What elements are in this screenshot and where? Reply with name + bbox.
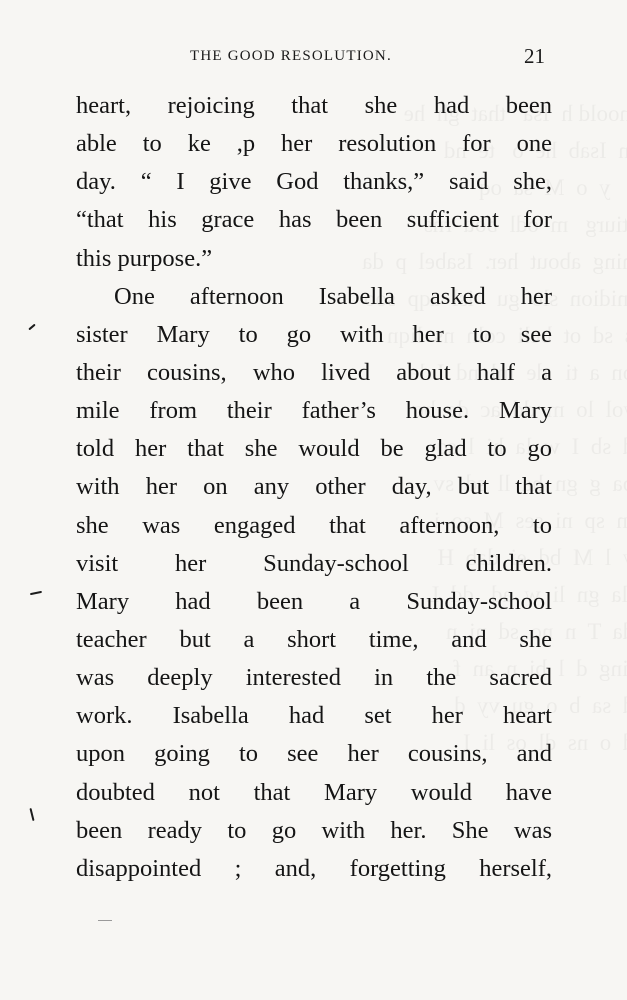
text-line: was deeply interested in the sacred	[76, 664, 552, 692]
text-line: One afternoon Isabella asked her	[114, 282, 552, 310]
text-line: day. “ I give God thanks,” said she,	[76, 168, 552, 196]
text-line: mile from their father’s house. Mary	[76, 397, 552, 425]
running-head-title: THE GOOD RESOLUTION.	[190, 48, 392, 64]
text-line: work. Isabella had set her heart	[76, 702, 552, 730]
text-line: this purpose.”	[76, 244, 213, 272]
text-line: been ready to go with her. She was	[76, 816, 552, 844]
text-line: able to ke ,p her resolution for one	[76, 130, 552, 158]
margin-mark	[28, 324, 35, 331]
text-line: told her that she would be glad to go	[76, 435, 552, 463]
margin-mark	[29, 808, 34, 821]
margin-mark	[98, 920, 112, 921]
page-number: 21	[524, 44, 545, 68]
running-head	[0, 44, 627, 74]
text-line: sister Mary to go with her to see	[76, 320, 552, 348]
text-line: Mary had been a Sunday-school	[76, 587, 552, 615]
text-line: with her on any other day, but that	[76, 473, 552, 501]
body-text	[76, 87, 552, 888]
text-line: “that his grace has been sufficient for	[76, 206, 552, 234]
text-line: visit her Sunday-school children.	[76, 549, 552, 577]
text-line: their cousins, who lived about half a	[76, 358, 552, 386]
text-line: doubted not that Mary would have	[76, 778, 552, 806]
text-line: she was engaged that afternoon, to	[76, 511, 552, 539]
text-line: disappointed ; and, forgetting herself,	[76, 854, 552, 882]
text-line: upon going to see her cousins, and	[76, 740, 552, 768]
text-line: heart, rejoicing that she had been	[76, 92, 552, 119]
margin-mark	[30, 591, 42, 595]
text-line: teacher but a short time, and she	[76, 625, 552, 653]
